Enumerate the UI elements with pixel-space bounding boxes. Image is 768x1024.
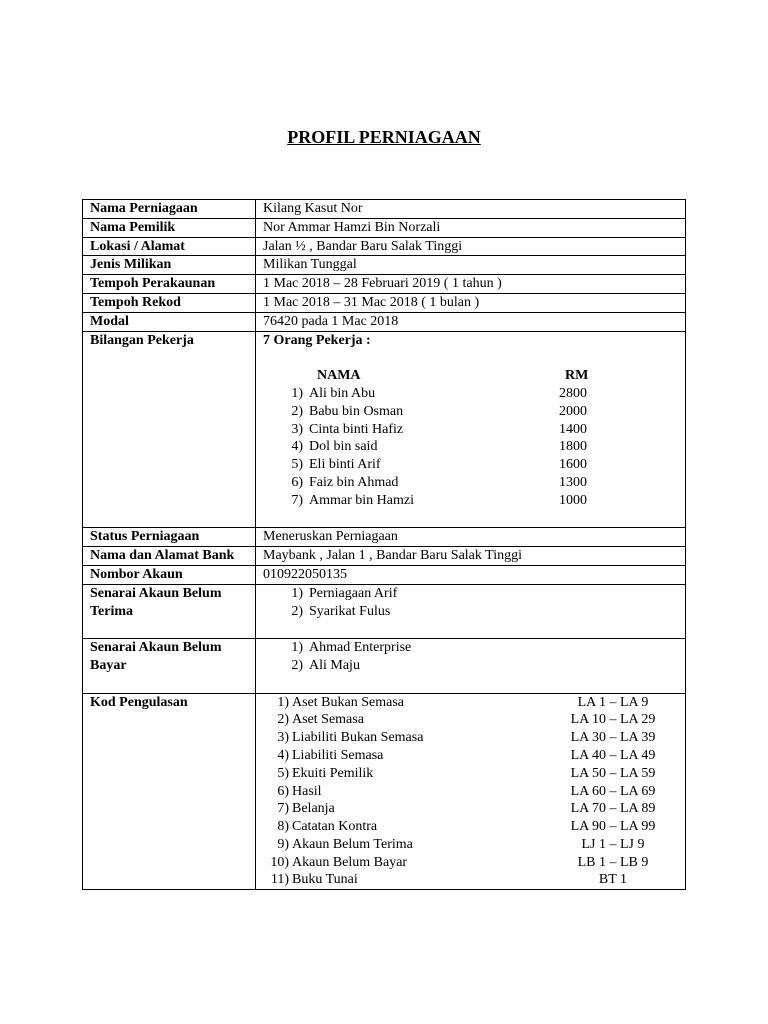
code-number: 2) (277, 712, 289, 728)
receivable-list (263, 585, 685, 621)
employee-name: Ali bin Abu (309, 385, 376, 401)
code-value: LA 30 – LA 39 (570, 730, 656, 746)
list-number: 2) (291, 657, 303, 673)
employee-row (263, 438, 685, 456)
table-row (83, 293, 686, 312)
employee-salary: 2000 (559, 403, 587, 419)
label-status-perniagaan: Status Perniagaan (83, 528, 256, 547)
code-number: 6) (277, 783, 289, 799)
employee-number: 5) (291, 457, 303, 473)
code-value: LB 1 – LB 9 (577, 854, 649, 870)
employee-name: Eli binti Arif (309, 457, 381, 473)
list-item (263, 585, 685, 603)
list-number: 1) (291, 585, 303, 601)
code-number: 8) (277, 819, 289, 835)
code-row (263, 836, 685, 854)
label-line: Bayar (90, 657, 127, 673)
table-row (83, 584, 686, 638)
code-row (263, 765, 685, 783)
table-row (83, 256, 686, 275)
code-name: Liabiliti Semasa (292, 747, 384, 763)
table-row (83, 237, 686, 256)
employee-number: 2) (291, 403, 303, 419)
employee-number: 7) (291, 492, 303, 508)
spacer (263, 349, 685, 367)
label-modal: Modal (83, 312, 256, 331)
employee-row (263, 403, 685, 421)
employee-row (263, 492, 685, 510)
label-bilangan-pekerja: Bilangan Pekerja (83, 331, 256, 528)
page-title: PROFIL PERNIAGAAN (287, 127, 481, 147)
value-bilangan-pekerja (256, 331, 686, 528)
table-row (83, 693, 686, 890)
employee-salary: 1000 (559, 492, 587, 508)
code-name: Hasil (292, 783, 322, 799)
code-value: LA 40 – LA 49 (570, 747, 656, 763)
employee-count: 7 Orang Pekerja : (263, 332, 371, 348)
employee-salary: 1800 (559, 439, 587, 455)
label-akaun-belum-terima (83, 584, 256, 638)
employee-name: Dol bin said (309, 439, 378, 455)
value-tempoh-rekod: 1 Mac 2018 – 31 Mac 2018 ( 1 bulan ) (256, 293, 686, 312)
code-number: 4) (277, 747, 289, 763)
employee-name: Faiz bin Ahmad (309, 474, 399, 490)
label-akaun-belum-bayar (83, 639, 256, 693)
list-item (263, 603, 685, 621)
label-tempoh-rekod: Tempoh Rekod (83, 293, 256, 312)
employee-salary: 2800 (559, 385, 587, 401)
employee-name-header: NAMA (317, 368, 361, 384)
code-name: Catatan Kontra (292, 819, 378, 835)
code-row (263, 711, 685, 729)
value-lokasi: Jalan ½ , Bandar Baru Salak Tinggi (256, 237, 686, 256)
list-item (263, 657, 685, 675)
employee-name: Babu bin Osman (309, 403, 404, 419)
employee-number: 3) (291, 421, 303, 437)
code-number: 10) (270, 854, 289, 870)
employee-list-header (263, 367, 685, 385)
value-status-perniagaan: Meneruskan Perniagaan (256, 528, 686, 547)
employee-row (263, 421, 685, 439)
value-akaun-belum-terima (256, 584, 686, 638)
label-nombor-akaun: Nombor Akaun (83, 565, 256, 584)
value-modal: 76420 pada 1 Mac 2018 (256, 312, 686, 331)
employee-salary: 1300 (559, 474, 587, 490)
employee-number: 4) (291, 439, 303, 455)
table-row (83, 639, 686, 693)
value-nama-perniagaan: Kilang Kasut Nor (256, 200, 686, 219)
list-name: Syarikat Fulus (309, 603, 391, 619)
list-name: Perniagaan Arif (309, 585, 398, 601)
label-lokasi: Lokasi / Alamat (83, 237, 256, 256)
value-jenis-milikan: Milikan Tunggal (256, 256, 686, 275)
value-kod-pengulasan (256, 693, 686, 890)
employee-number: 6) (291, 474, 303, 490)
code-name: Aset Semasa (292, 712, 364, 728)
label-nama-pemilik: Nama Pemilik (83, 218, 256, 237)
spacer (90, 620, 255, 638)
code-name: Buku Tunai (292, 872, 358, 888)
value-nombor-akaun: 010922050135 (256, 565, 686, 584)
employee-name: Cinta binti Hafiz (309, 421, 404, 437)
list-item (263, 639, 685, 657)
label-line: Terima (90, 603, 134, 619)
code-value: LA 10 – LA 29 (570, 712, 656, 728)
employee-row (263, 385, 685, 403)
code-value: LA 60 – LA 69 (570, 783, 656, 799)
code-row (263, 800, 685, 818)
code-name: Liabiliti Bukan Semasa (292, 730, 424, 746)
label-line: Senarai Akaun Belum (90, 640, 222, 656)
table-row (83, 312, 686, 331)
value-bank: Maybank , Jalan 1 , Bandar Baru Salak Tinggi (256, 547, 686, 566)
list-name: Ali Maju (309, 657, 360, 673)
code-number: 7) (277, 801, 289, 817)
code-row (263, 871, 685, 889)
table-row (83, 528, 686, 547)
code-value: LA 50 – LA 59 (570, 765, 656, 781)
code-row (263, 694, 685, 712)
table-row (83, 331, 686, 528)
label-nama-perniagaan: Nama Perniagaan (83, 200, 256, 219)
label-tempoh-perakaunan: Tempoh Perakaunan (83, 275, 256, 294)
value-akaun-belum-bayar (256, 639, 686, 693)
code-row (263, 818, 685, 836)
list-number: 2) (291, 603, 303, 619)
employee-row (263, 456, 685, 474)
employee-number: 1) (291, 385, 303, 401)
code-name: Belanja (292, 801, 335, 817)
code-value: LA 70 – LA 89 (570, 801, 656, 817)
code-number: 9) (277, 836, 289, 852)
code-row (263, 854, 685, 872)
code-name: Akaun Belum Terima (292, 836, 413, 852)
code-name: Ekuiti Pemilik (292, 765, 374, 781)
code-value: LJ 1 – LJ 9 (581, 836, 645, 852)
list-name: Ahmad Enterprise (309, 640, 412, 656)
code-number: 11) (270, 872, 289, 888)
label-jenis-milikan: Jenis Milikan (83, 256, 256, 275)
spacer (90, 675, 255, 693)
table-row (83, 565, 686, 584)
business-profile-table (82, 199, 686, 890)
label-line: Senarai Akaun Belum (90, 585, 222, 601)
code-number: 3) (277, 730, 289, 746)
payable-list (263, 639, 685, 675)
code-number: 5) (277, 765, 289, 781)
code-value: BT 1 (598, 872, 628, 888)
code-list (263, 694, 685, 890)
employee-salary: 1600 (559, 457, 587, 473)
employee-name: Ammar bin Hamzi (309, 492, 414, 508)
label-kod-pengulasan: Kod Pengulasan (83, 693, 256, 890)
code-row (263, 729, 685, 747)
code-number: 1) (277, 694, 289, 710)
table-row (83, 218, 686, 237)
employee-salary: 1400 (559, 421, 587, 437)
table-row (83, 547, 686, 566)
code-name: Akaun Belum Bayar (292, 854, 408, 870)
list-number: 1) (291, 640, 303, 656)
employee-row (263, 474, 685, 492)
label-bank: Nama dan Alamat Bank (83, 547, 256, 566)
code-value: LA 1 – LA 9 (577, 694, 649, 710)
code-row (263, 747, 685, 765)
employee-rm-header: RM (565, 368, 589, 384)
value-tempoh-perakaunan: 1 Mac 2018 – 28 Februari 2019 ( 1 tahun ) (256, 275, 686, 294)
employee-list (263, 385, 685, 510)
code-name: Aset Bukan Semasa (292, 694, 404, 710)
code-value: LA 90 – LA 99 (570, 819, 656, 835)
code-row (263, 783, 685, 801)
table-row (83, 275, 686, 294)
spacer (263, 510, 685, 528)
table-row (83, 200, 686, 219)
value-nama-pemilik: Nor Ammar Hamzi Bin Norzali (256, 218, 686, 237)
